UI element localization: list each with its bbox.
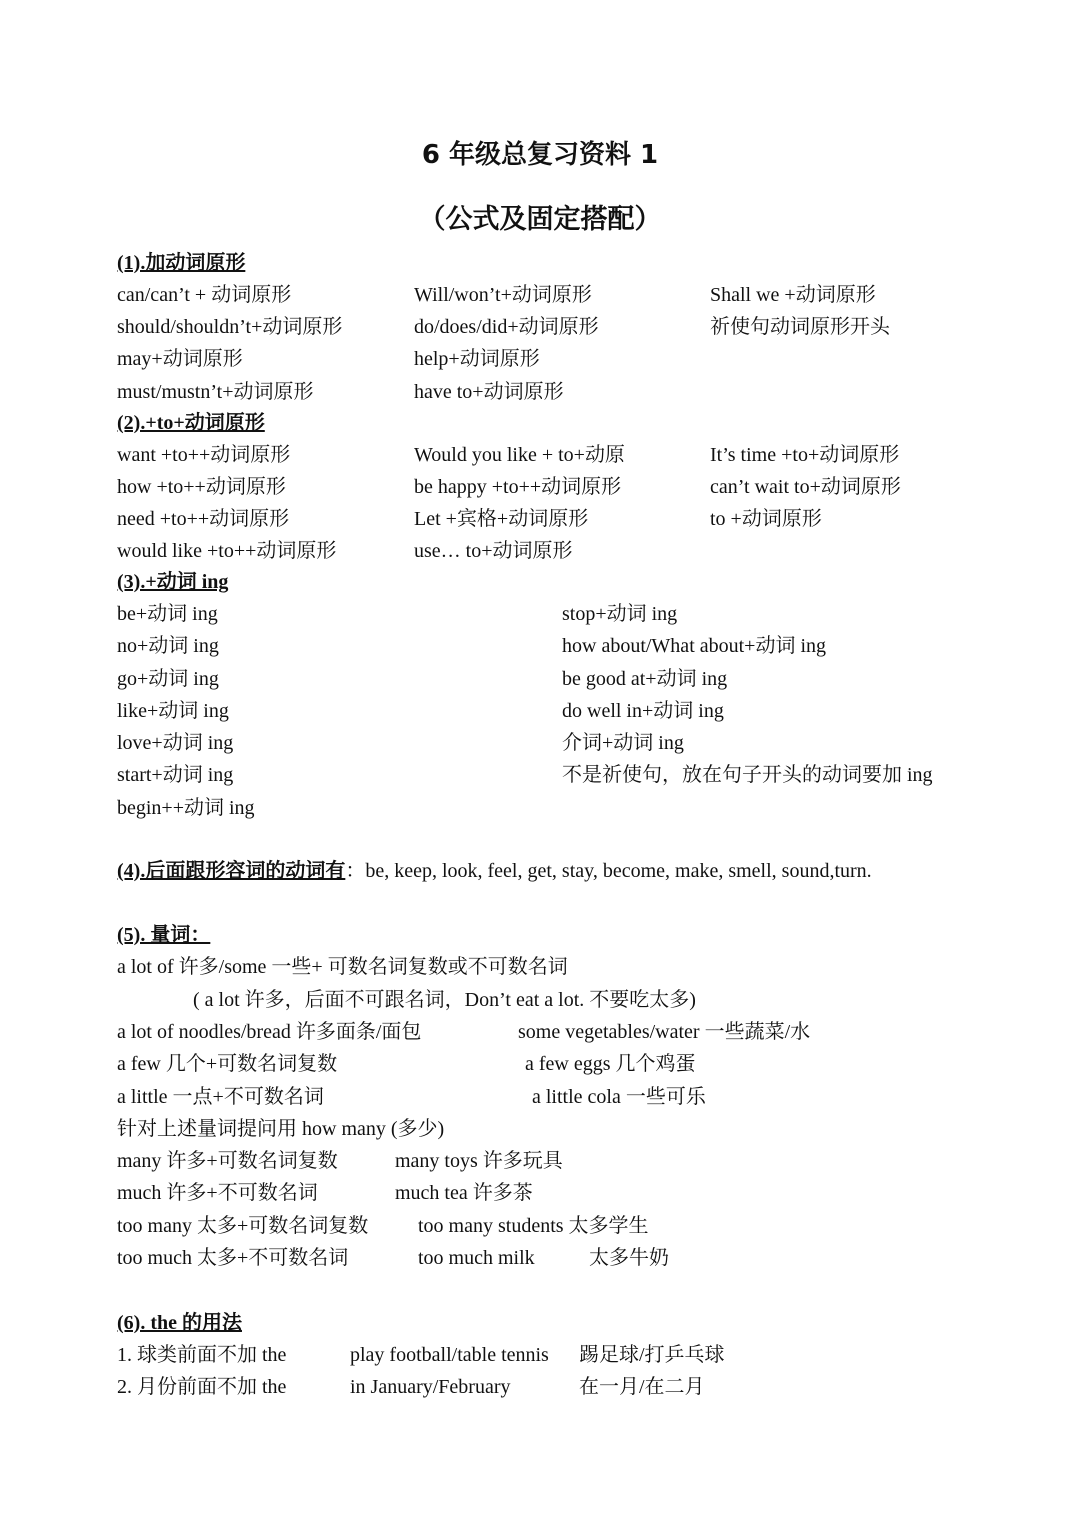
section-3-heading: (3).+动词 ing xyxy=(117,571,229,593)
s2-row1-col1: want +to++动词原形 xyxy=(117,444,291,466)
s6-row1-col3: 踢足球/打乒乓球 xyxy=(579,1344,725,1366)
s2-row2-col2: be happy +to++动词原形 xyxy=(414,476,622,498)
s3-left-3: go+动词 ing xyxy=(117,668,219,690)
s5-ask: 针对上述量词提问用 how many (多少) xyxy=(117,1118,445,1140)
s3-left-1: be+动词 ing xyxy=(117,603,218,625)
s1-row2-col2: do/does/did+动词原形 xyxy=(414,316,599,338)
s5-much-right: much tea 许多茶 xyxy=(395,1182,533,1204)
page-subtitle: （公式及固定搭配） xyxy=(418,204,662,235)
s1-row4-col1: must/mustn’t+动词原形 xyxy=(117,381,314,403)
s3-right-5: 介词+动词 ing xyxy=(562,732,684,754)
s3-right-4: do well in+动词 ing xyxy=(562,700,724,722)
s5-pair1-right: some vegetables/water 一些蔬菜/水 xyxy=(518,1021,811,1043)
section-4-heading: (4).后面跟形容词的动词有 xyxy=(117,860,346,882)
s1-row2-col1: should/shouldn’t+动词原形 xyxy=(117,316,343,338)
s3-right-3: be good at+动词 ing xyxy=(562,668,728,690)
section-6-heading: (6). the 的用法 xyxy=(117,1312,242,1334)
section-1-heading: (1).加动词原形 xyxy=(117,252,246,274)
s3-right-1: stop+动词 ing xyxy=(562,603,678,625)
s2-row2-col3: can’t wait to+动词原形 xyxy=(710,476,901,498)
s1-row3-col2: help+动词原形 xyxy=(414,348,540,370)
s1-row4-col2: have to+动词原形 xyxy=(414,381,564,403)
s5-pair2-left: a few 几个+可数名词复数 xyxy=(117,1053,338,1075)
s5-pair2-right: a few eggs 几个鸡蛋 xyxy=(525,1053,696,1075)
s6-row2-col2: in January/February xyxy=(350,1376,511,1398)
s1-row1-col1: can/can’t + 动词原形 xyxy=(117,284,292,306)
s2-row3-col3: to +动词原形 xyxy=(710,508,822,530)
s3-left-4: like+动词 ing xyxy=(117,700,229,722)
s2-row4-col1: would like +to++动词原形 xyxy=(117,540,337,562)
s3-left-5: love+动词 ing xyxy=(117,732,234,754)
s3-right-2: how about/What about+动词 ing xyxy=(562,635,827,657)
s2-row3-col2: Let +宾格+动词原形 xyxy=(414,508,589,530)
s1-row3-col1: may+动词原形 xyxy=(117,348,243,370)
section-5-heading: (5). 量词： xyxy=(117,924,211,946)
s5-many-right: many toys 许多玩具 xyxy=(395,1150,563,1172)
s5-toomuch-left: too much 太多+不可数名词 xyxy=(117,1247,349,1269)
s6-row1-col1: 1. 球类前面不加 the xyxy=(117,1344,287,1366)
section-4 xyxy=(117,858,872,884)
s5-toomany-right: too many students 太多学生 xyxy=(418,1215,649,1237)
s5-many-left: many 许多+可数名词复数 xyxy=(117,1150,338,1172)
s5-toomuch-mid: too much milk xyxy=(418,1247,535,1269)
page-title: 6 年级总复习资料 1 xyxy=(421,140,659,170)
s3-left-2: no+动词 ing xyxy=(117,635,219,657)
section-4-text: ：be, keep, look, feel, get, stay, become, make, smell, sound,turn. xyxy=(345,860,872,882)
s2-row2-col1: how +to++动词原形 xyxy=(117,476,286,498)
s5-toomany-left: too many 太多+可数名词复数 xyxy=(117,1215,369,1237)
s5-toomuch-right: 太多牛奶 xyxy=(589,1247,669,1269)
s1-row1-col2: Will/won’t+动词原形 xyxy=(414,284,592,306)
s2-row1-col3: It’s time +to+动词原形 xyxy=(710,444,900,466)
s5-line1: a lot of 许多/some 一些+ 可数名词复数或不可数名词 xyxy=(117,956,568,978)
s5-pair3-left: a little 一点+不可数名词 xyxy=(117,1086,324,1108)
s3-left-7: begin++动词 ing xyxy=(117,797,255,819)
s5-much-left: much 许多+不可数名词 xyxy=(117,1182,318,1204)
s5-pair3-right: a little cola 一些可乐 xyxy=(532,1086,706,1108)
s2-row1-col2: Would you like + to+动原 xyxy=(414,444,625,466)
s1-row2-col3: 祈使句动词原形开头 xyxy=(710,316,890,338)
s2-row4-col2: use… to+动词原形 xyxy=(414,540,573,562)
s6-row1-col2: play football/table tennis xyxy=(350,1344,549,1366)
section-2-heading: (2).+to+动词原形 xyxy=(117,412,265,434)
s3-left-6: start+动词 ing xyxy=(117,764,234,786)
s1-row1-col3: Shall we +动词原形 xyxy=(710,284,876,306)
s6-row2-col1: 2. 月份前面不加 the xyxy=(117,1376,287,1398)
s2-row3-col1: need +to++动词原形 xyxy=(117,508,290,530)
s3-right-6: 不是祈使句，放在句子开头的动词要加 ing xyxy=(562,764,933,786)
s6-row2-col3: 在一月/在二月 xyxy=(579,1376,705,1398)
s5-pair1-left: a lot of noodles/bread 许多面条/面包 xyxy=(117,1021,422,1043)
s5-line2: ( a lot 许多，后面不可跟名词，Don’t eat a lot. 不要吃太多) xyxy=(193,989,696,1011)
